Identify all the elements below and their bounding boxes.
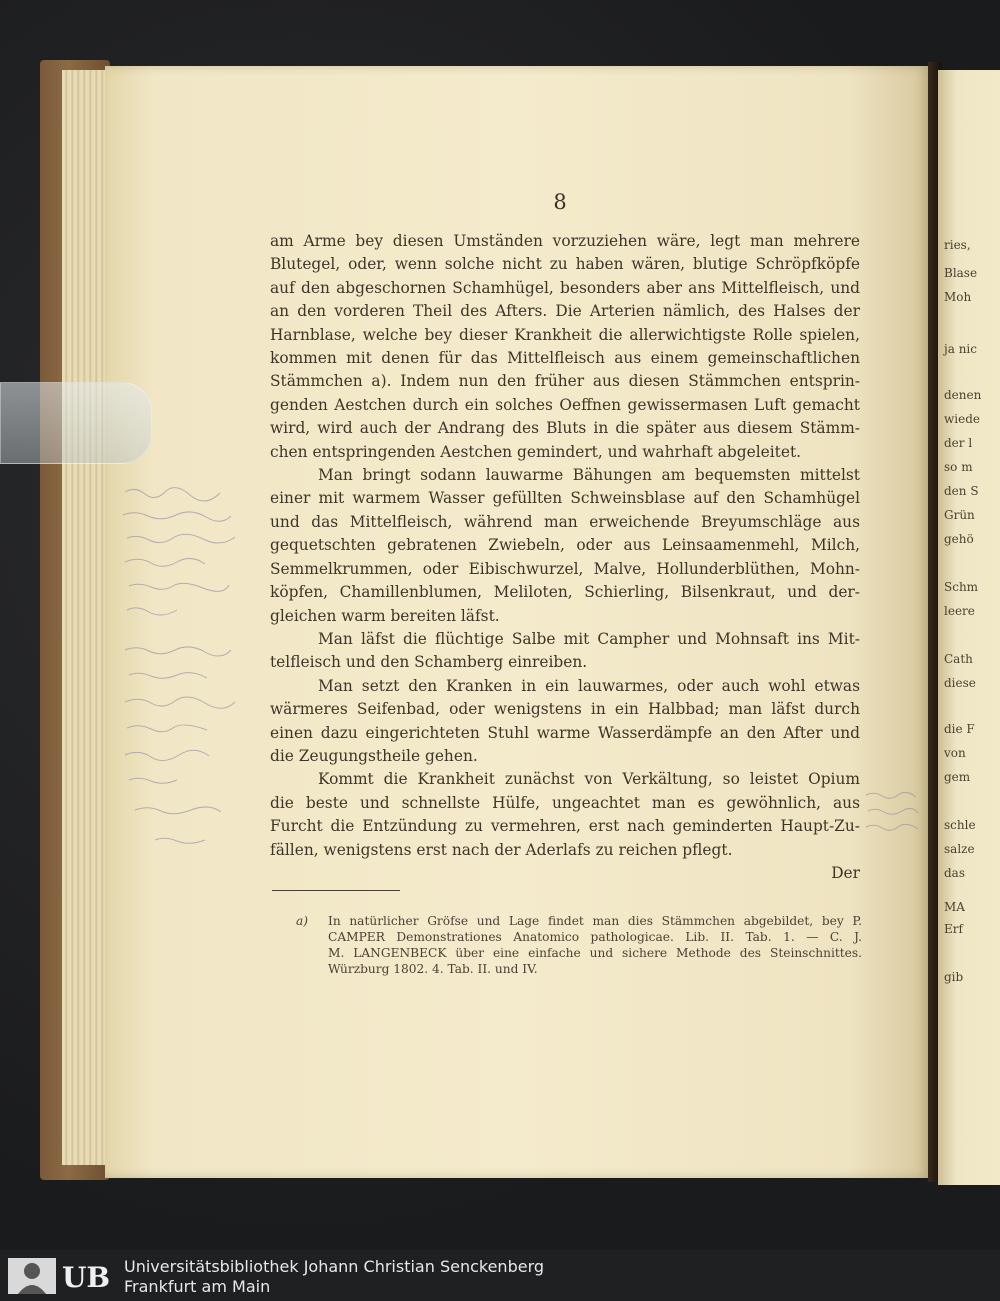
facing-page-fragment: wiede [944,412,980,426]
ub-logo-text: UB [62,1261,111,1294]
footnote-line: Würzburg 1802. 4. Tab. II. und IV. [328,962,538,976]
facing-page-fragment: gehö [944,532,974,546]
footnote-marker: a) [296,914,309,928]
facing-page-fragment: denen [944,388,982,402]
facing-page [938,70,1000,1185]
text-line: Man bringt sodann lauwarme Bähungen am bequemsten mittelst [318,466,860,485]
catchword: Der [831,863,860,882]
text-line: kommen mit denen für das Mittelfleisch aus einem gemeinschaftlichen [270,349,860,368]
library-footer [0,1250,1000,1301]
text-line: einer mit warmem Wasser gefüllten Schweinsblase auf den Schamhügel [270,489,860,508]
facing-page-fragment: von [944,746,966,760]
footnote-rule [272,890,400,891]
facing-page-fragment: Schm [944,580,979,594]
footnote-line: CAMPER Demonstrationes Anatomico pathologicae. Lib. II. Tab. 1. — C. J. [328,930,862,944]
facing-page-fragment: den S [944,484,979,498]
text-line: Semmelkrummen, oder Eibischwurzel, Malve, Hollunderblüthen, Mohn- [270,559,860,578]
facing-page-fragment: ries, [944,238,971,252]
text-line: Stämmchen a). Indem nun den früher aus diesen Stämmchen entsprin- [270,372,860,391]
text-line: chen entspringenden Aestchen gemindert, und wahrhaft abgeleitet. [270,442,802,461]
facing-page-fragment: gem [944,770,971,784]
text-line: einen dazu eingerichteten Stuhl warme Wasserdämpfe an den After und [270,723,860,742]
text-line: die Zeugungstheile gehen. [270,746,478,765]
facing-page-fragment: ja nic [944,342,977,356]
ub-logo[interactable] [8,1258,118,1294]
page-number: 8 [553,190,567,214]
text-line: auf den abgeschornen Schamhügel, besonders aber ans Mittelfleisch, und [270,278,860,297]
facing-page-fragment: diese [944,676,976,690]
text-line: wärmeres Seifenbad, oder wenigstens in ein Halbbad; man läfst durch [270,700,860,719]
library-name[interactable]: Universitätsbibliothek Johann Christian Senckenberg [124,1257,545,1276]
facing-page-fragment: Blase [944,266,978,280]
text-line: fällen, wenigstens erst nach der Aderlafs zu reichen pflegt. [270,840,733,859]
footnote-line: In natürlicher Gröfse und Lage findet man dies Stämmchen abgebildet, bey P. [328,914,862,928]
facing-page-fragment: der l [944,436,973,450]
text-line: am Arme bey diesen Umständen vorzuziehen wäre, legt man mehrere [270,232,860,250]
text-line: Man läfst die flüchtige Salbe mit Campher und Mohnsaft ins Mit- [318,629,860,648]
facing-page-fragment: die F [944,722,975,736]
footnote [296,913,862,977]
text-line: Furcht die Entzündung zu vermehren, erst nach geminderten Haupt-Zu- [270,817,860,836]
footnote-line: M. LANGENBECK über eine einfache und sichere Methode des Steinschnittes. [328,946,862,960]
text-line: an den vorderen Theil des Afters. Die Arterien nämlich, des Halses der [270,302,860,321]
facing-page-fragment: Cath [944,652,973,666]
text-line: Harnblase, welche bey dieser Krankheit die allerwichtigste Rolle spielen, [270,325,860,344]
text-line: gequetschten gebratenen Zwiebeln, oder aus Leinsaamenmehl, Milch, [270,536,860,555]
text-line: telfleisch und den Schamberg einreiben. [270,653,588,672]
facing-page-fragment: MA [944,900,965,914]
text-line: und das Mittelfleisch, während man erweichende Breyumschläge aus [270,512,860,531]
library-location: Frankfurt am Main [124,1277,271,1296]
handwritten-margin-notes [115,480,265,860]
text-line: wird, wird auch der Andrang des Bluts in die später aus diesem Stämm- [270,419,860,438]
text-line: gleichen warm bereiten läfst. [270,606,500,625]
text-line: Man setzt den Kranken in ein lauwarmes, oder auch wohl etwas [318,676,860,695]
facing-page-fragment: salze [944,842,975,856]
text-line: Blutegel, oder, wenn solche nicht zu haben wären, blutige Schröpfköpfe [270,255,860,274]
body-text [270,230,860,885]
facing-page-fragment: gib [944,970,964,984]
handwritten-margin-notes-right [862,785,932,845]
facing-page-fragment: Moh [944,290,972,304]
plastic-page-clip [0,382,152,464]
facing-page-fragment: Grün [944,508,975,522]
facing-page-fragment: leere [944,604,975,618]
text-line: Kommt die Krankheit zunächst von Verkältung, so leistet Opium [318,770,860,789]
text-line: die beste und schnellste Hülfe, ungeachtet man es gewöhnlich, aus [270,793,860,812]
facing-page-fragment: so m [944,460,973,474]
facing-page-fragment: das [944,866,965,880]
text-line: genden Aestchen durch ein solches Oeffnen gewissermasen Luft gemacht [270,395,860,414]
facing-page-fragment: Erf [944,922,963,936]
facing-page-fragment: schle [944,818,976,832]
text-line: köpfen, Chamillenblumen, Meliloten, Schierling, Bilsenkraut, und der- [270,583,860,602]
